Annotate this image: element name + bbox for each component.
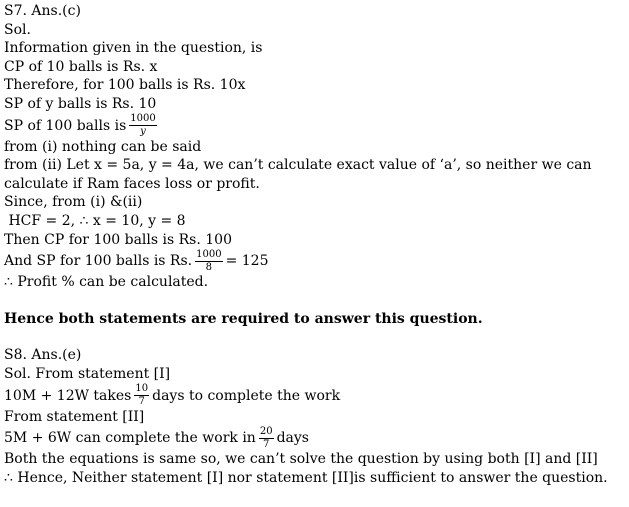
s7-line-info: Information given in the question, is [4, 40, 263, 57]
s7-sol-label: Sol. [4, 21, 31, 38]
fraction-denominator: 7 [138, 396, 145, 407]
s8-line-equations: Both the equations is same so, we can’t solve the question by using both [I] and [II] [4, 451, 598, 468]
s8-work-days-text: 10M + 12W takes [4, 387, 132, 404]
spacer [4, 292, 629, 310]
s8-complete-days-fraction [259, 427, 274, 450]
s8-work-days-fraction [134, 384, 149, 407]
s8-line-work-days [4, 384, 629, 408]
s7-line-statement-ii: from (ii) Let x = 5a, y = 4a, we can’t calculate exact value of ‘a’, so neither we can calculate if Ram faces loss or profit. [4, 157, 592, 192]
s7-sp-result-text: And SP for 100 balls is Rs. [4, 253, 193, 270]
fraction-denominator: 8 [205, 261, 213, 273]
s7-sp100-fraction [129, 114, 156, 137]
s7-line-sp100 [4, 114, 629, 138]
s7-line-cp-result: Then CP for 100 balls is Rs. 100 [4, 231, 232, 248]
s8-complete-days-suffix: days [276, 430, 309, 447]
s7-line-sp-result [4, 249, 629, 273]
s8-answer-header: S8. Ans.(e) [4, 347, 82, 364]
s7-answer-header: S7. Ans.(c) [4, 3, 81, 19]
s7-sp100-text: SP of 100 balls is [4, 117, 127, 134]
s8-line-statement-ii: From statement [II] [4, 408, 145, 425]
fraction-numerator: 1000 [196, 248, 222, 260]
fraction-denominator: y [140, 126, 146, 138]
s7-line-cp10: CP of 10 balls is Rs. x [4, 58, 158, 75]
fraction-numerator: 10 [135, 383, 149, 394]
s7-line-since: Since, from (i) &(ii) [4, 194, 143, 211]
fraction-denominator: 7 [263, 438, 270, 450]
s8-work-days-suffix: days to complete the work [152, 387, 341, 404]
s8-line-statement-i: Sol. From statement [I] [4, 365, 171, 382]
s8-conclusion: ∴ Hence, Neither statement [I] nor statement [II]is sufficient to answer the question. [4, 469, 608, 486]
s7-line-statement-i: from (i) nothing can be said [4, 138, 202, 155]
s7-sp-result-value: = 125 [225, 253, 269, 270]
s7-conclusion: Hence both statements are required to answer this question. [4, 310, 483, 327]
s7-sp-result-fraction [195, 250, 222, 273]
spacer [4, 328, 629, 346]
s7-line-hcf: HCF = 2, ∴ x = 10, y = 8 [4, 212, 186, 229]
s8-line-complete-days [4, 426, 629, 450]
fraction-numerator: 1000 [130, 113, 156, 125]
s7-line-spy: SP of y balls is Rs. 10 [4, 95, 157, 112]
s8-complete-days-text: 5M + 6W can complete the work in [4, 430, 256, 447]
fraction-numerator: 20 [259, 425, 273, 437]
s7-line-cp100: Therefore, for 100 balls is Rs. 10x [4, 77, 246, 94]
s7-line-profit: ∴ Profit % can be calculated. [4, 274, 209, 291]
